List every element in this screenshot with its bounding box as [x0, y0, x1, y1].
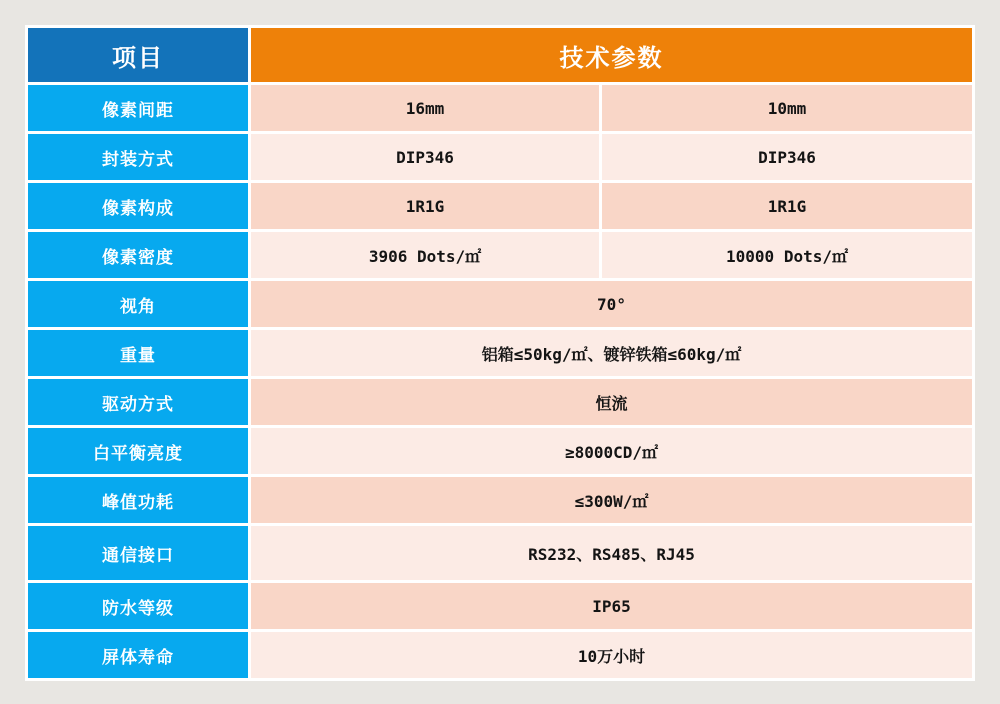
table-row-weight	[28, 330, 972, 376]
row-label: 峰值功耗	[28, 477, 248, 523]
row-value-col2: 1R1G	[602, 183, 972, 229]
row-label: 像素密度	[28, 232, 248, 278]
table-row-pixel-pitch	[28, 85, 972, 131]
table-row-pixel-density	[28, 232, 972, 278]
row-label: 屏体寿命	[28, 632, 248, 678]
table-row-viewing-angle	[28, 281, 972, 327]
row-label: 白平衡亮度	[28, 428, 248, 474]
row-label: 封装方式	[28, 134, 248, 180]
row-value: ≥8000CD/㎡	[251, 428, 972, 474]
row-value-col2: 10000 Dots/㎡	[602, 232, 972, 278]
row-value: ≤300W/㎡	[251, 477, 972, 523]
row-label: 通信接口	[28, 526, 248, 580]
row-value: IP65	[251, 583, 972, 629]
row-label: 驱动方式	[28, 379, 248, 425]
row-label: 视角	[28, 281, 248, 327]
table-row-screen-lifespan	[28, 632, 972, 678]
row-value: 铝箱≤50kg/㎡、镀锌铁箱≤60kg/㎡	[251, 330, 972, 376]
row-label: 防水等级	[28, 583, 248, 629]
header-param-cell: 技术参数	[251, 28, 972, 82]
header-item-cell: 项目	[28, 28, 248, 82]
row-value-col2: 10mm	[602, 85, 972, 131]
row-value-col1: DIP346	[251, 134, 599, 180]
table-row-waterproof-rating	[28, 583, 972, 629]
row-value-col1: 16mm	[251, 85, 599, 131]
row-value: RS232、RS485、RJ45	[251, 526, 972, 580]
table-row-drive-mode	[28, 379, 972, 425]
row-label: 重量	[28, 330, 248, 376]
spec-table	[25, 25, 975, 681]
row-value-col1: 3906 Dots/㎡	[251, 232, 599, 278]
table-header-row	[28, 28, 972, 82]
table-row-package-type	[28, 134, 972, 180]
table-row-peak-power	[28, 477, 972, 523]
table-row-communication-interface	[28, 526, 972, 580]
row-value-col1: 1R1G	[251, 183, 599, 229]
table-row-pixel-composition	[28, 183, 972, 229]
table-row-white-balance-brightness	[28, 428, 972, 474]
row-value: 10万小时	[251, 632, 972, 678]
row-value: 70°	[251, 281, 972, 327]
row-label: 像素间距	[28, 85, 248, 131]
row-value-col2: DIP346	[602, 134, 972, 180]
row-value: 恒流	[251, 379, 972, 425]
row-label: 像素构成	[28, 183, 248, 229]
